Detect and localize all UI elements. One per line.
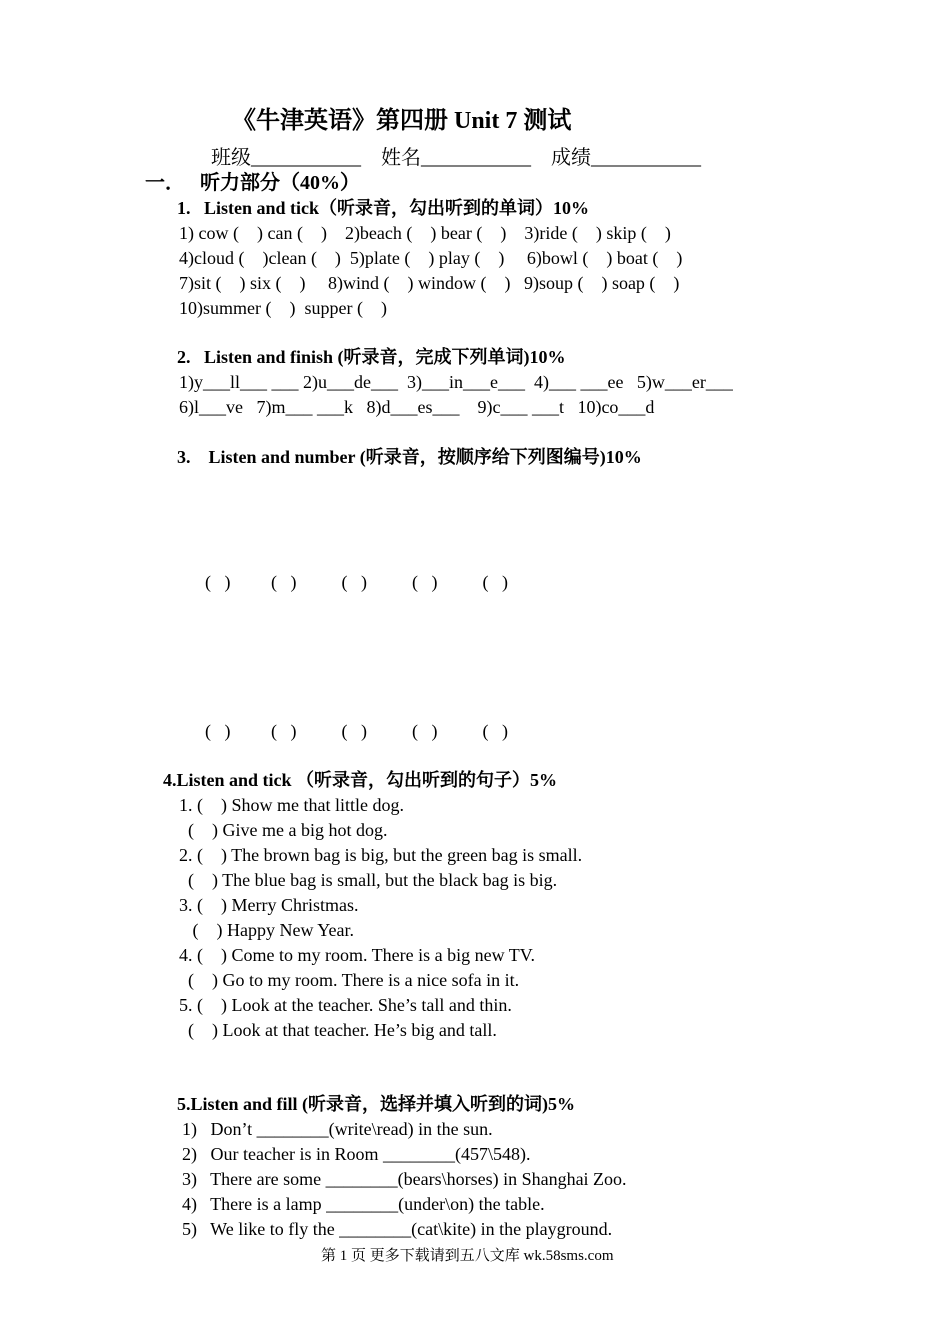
page-title: 《牛津英语》第四册 Unit 7 测试 [232, 108, 572, 134]
q2-heading: 2. Listen and finish (听录音，完成下列单词)10% [177, 347, 566, 367]
q5-line: 3) There are some ________(bears\horses) in Shanghai Zoo. [182, 1169, 627, 1189]
q4-line: 5. ( ) Look at the teacher. She’s tall and thin. [179, 995, 512, 1015]
q5-line: 2) Our teacher is in Room ________(457\548). [182, 1144, 531, 1164]
q3-answer-row: ( ) ( ) ( ) ( ) ( ) [205, 572, 508, 592]
q1-line: 7)sit ( ) six ( ) 8)wind ( ) window ( ) 9)soup ( ) soap ( ) [179, 273, 680, 293]
q3-answer-row: ( ) ( ) ( ) ( ) ( ) [205, 721, 508, 741]
q5-heading: 5.Listen and fill (听录音，选择并填入听到的词)5% [177, 1094, 576, 1114]
q5-line: 4) There is a lamp ________(under\on) the table. [182, 1194, 545, 1214]
q5-line: 5) We like to fly the ________(cat\kite) in the playground. [182, 1219, 613, 1239]
q4-line: ( ) Happy New Year. [179, 920, 354, 940]
q1-line: 4)cloud ( )clean ( ) 5)plate ( ) play ( ) 6)bowl ( ) boat ( ) [179, 248, 683, 268]
q4-line: 3. ( ) Merry Christmas. [179, 895, 359, 915]
page-footer: 第 1 页 更多下载请到五八文库 wk.58sms.com [321, 1248, 614, 1264]
q4-line: 2. ( ) The brown bag is big, but the green bag is small. [179, 845, 583, 865]
q4-heading: 4.Listen and tick （听录音，勾出听到的句子）5% [163, 770, 558, 790]
section-heading-listening: 一． 听力部分（40%） [145, 172, 360, 194]
q4-line: ( ) Look at that teacher. He’s big and tall. [179, 1020, 497, 1040]
q5-line: 1) Don’t ________(write\read) in the sun. [182, 1119, 493, 1139]
q4-line: 4. ( ) Come to my room. There is a big new TV. [179, 945, 535, 965]
q4-line: ( ) Go to my room. There is a nice sofa in it. [179, 970, 520, 990]
q4-line: ( ) Give me a big hot dog. [179, 820, 388, 840]
q2-line: 1)y___ll___ ___ 2)u___de___ 3)___in___e___ 4)___ ___ee 5)w___er___ [179, 372, 733, 392]
q1-line: 1) cow ( ) can ( ) 2)beach ( ) bear ( ) 3)ride ( ) skip ( ) [179, 223, 671, 243]
q4-line: 1. ( ) Show me that little dog. [179, 795, 404, 815]
q2-line: 6)l___ve 7)m___ ___k 8)d___es___ 9)c___ ___t 10)co___d [179, 397, 655, 417]
q1-line: 10)summer ( ) supper ( ) [179, 298, 387, 318]
student-info-line: 班级___________ 姓名___________ 成绩___________ [211, 147, 701, 169]
q3-heading: 3. Listen and number (听录音，按顺序给下列图编号)10% [177, 447, 642, 467]
q4-line: ( ) The blue bag is small, but the black bag is big. [179, 870, 558, 890]
q1-heading: 1. Listen and tick（听录音，勾出听到的单词）10% [177, 198, 590, 218]
